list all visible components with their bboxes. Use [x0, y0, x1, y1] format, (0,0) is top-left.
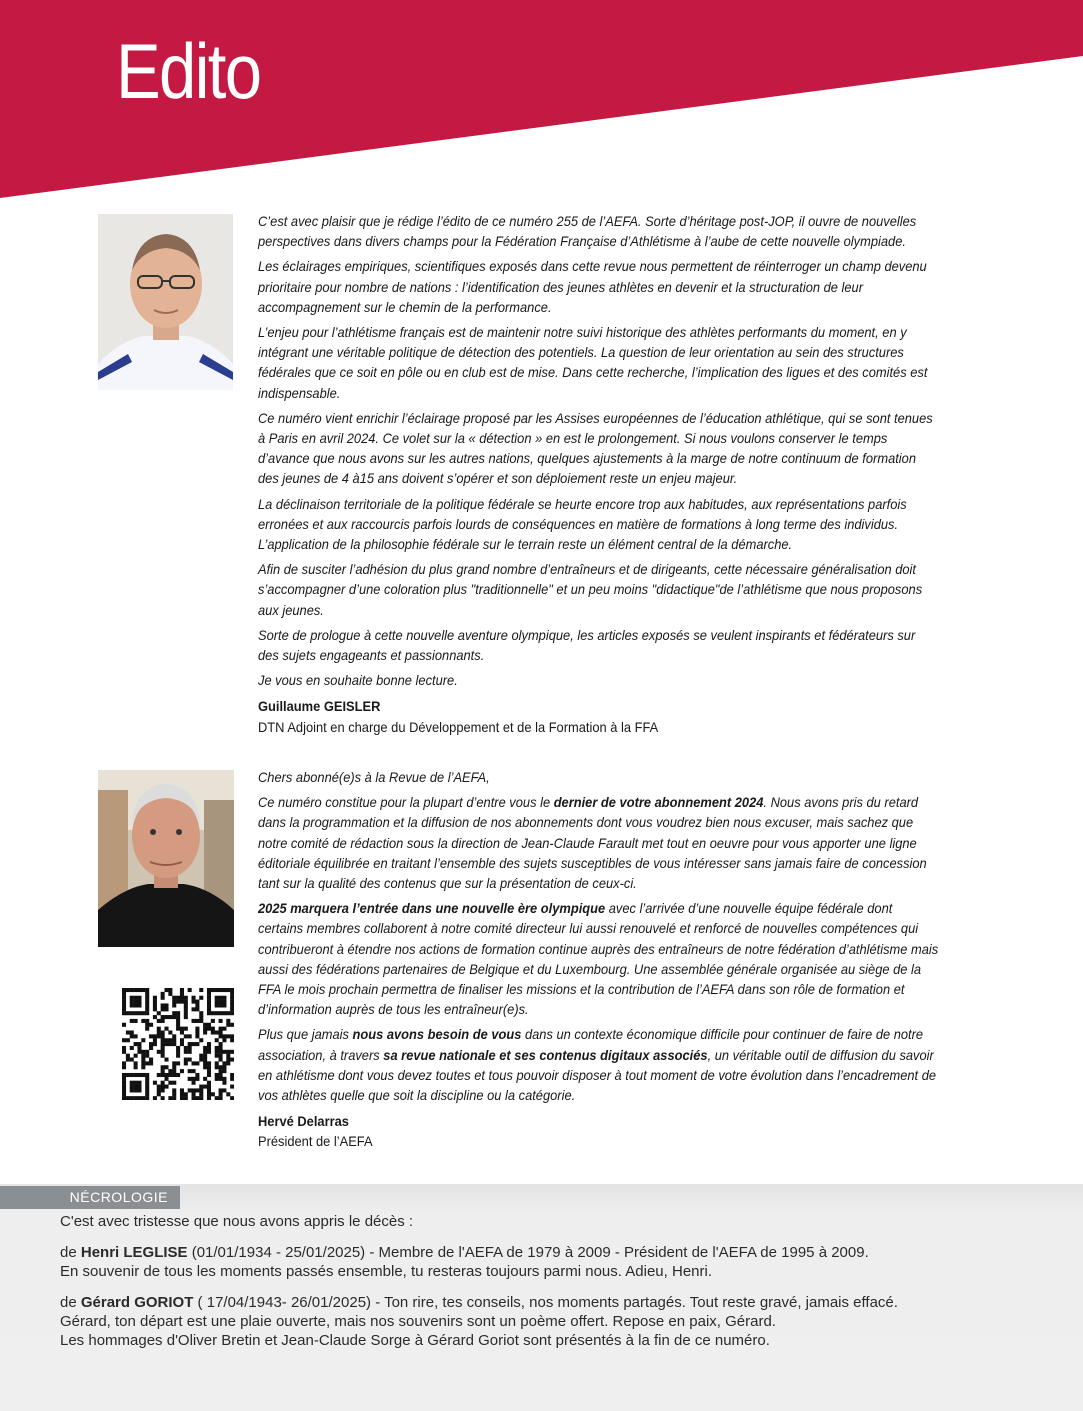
necrology-intro: C'est avec tristesse que nous avons appris le décès : — [60, 1213, 414, 1230]
edito2-paragraph: Plus que jamais nous avons besoin de vous dans un contexte économique difficile pour continuer de faire de notre association, à travers sa revue nationale et ses contenus digitaux associés, un véritable outil de diffusion du savoir en athlétisme dont vous devez toutes et tous pouvoir disposer à tout moment de votre évolution dans l’encadrement de vos athlètes quelle que soit la discipline ou la catégorie. — [258, 1026, 937, 1104]
edito1-paragraph: C’est avec plaisir que je rédige l’édito de ce numéro 255 de l’AEFA. Sorte d’héritage post-JOP, il ouvre de nouvelles perspectives dans divers champs pour la Fédération Française d’Athlétisme à l’aube de cette nouvelle olympiade. — [258, 213, 917, 250]
necrology-entry: de Gérard GORIOT ( 17/04/1943- 26/01/2025) - Ton rire, tes conseils, nos moments partagés. Tout reste gravé, jamais effacé. Gérard, ton départ est une plaie ouverte, mais nos souvenirs sont un poème offert. Repose en paix, Gérard. Les hommages d'Oliver Bretin et Jean-Claude Sorge à Gérard Goriot sont présentés à la fin de ce numéro. — [60, 1294, 898, 1349]
author-photo-herve — [98, 770, 234, 947]
signature-name: Hervé Delarras — [258, 1113, 349, 1130]
edito1-paragraph: L’enjeu pour l’athlétisme français est de maintenir notre suivi historique des athlètes performants du moment, en y intégrant une véritable politique de détection des potentiels. La question de leur orientation au sein des structures fédérales que ce soit en pôle ou en club est de mise. Dans cette recherche, l’implication des ligues et des comités est indispensable. — [258, 324, 928, 401]
edito1-paragraph: Les éclairages empiriques, scientifiques exposés dans cette revue nous permettent de réinterroger un champ devenu prioritaire pour nombre de nations : l’identification des jeunes athlètes en devenir et la structuration de leur accompagnement sur le chemin de la performance. — [258, 258, 927, 315]
edito1-paragraph: Ce numéro vient enrichir l’éclairage proposé par les Assises européennes de l’éducation athlétique, qui se sont tenues à Paris en avril 2024. Ce volet sur la « détection » en est le prolongement. Si nous voulons conserver le temps d’avance que nous avons sur les autres nations, quelques ajustements à la marge de notre continuum de formation des jeunes de 4 à15 ans doivent s’opérer et son déploiement reste un enjeu majeur. — [258, 409, 933, 487]
edito1-paragraph: Sorte de prologue à cette nouvelle aventure olympique, les articles exposés se veulent inspirants et fédérateurs sur des sujets engageants et passionnants. — [258, 626, 916, 664]
page-title: Edito — [116, 27, 261, 115]
signature-role: DTN Adjoint en charge du Développement et de la Formation à la FFA — [258, 718, 659, 735]
edito1-paragraph: Je vous en souhaite bonne lecture. — [258, 672, 458, 689]
necrology-text — [60, 1212, 1040, 1362]
signature-name: Guillaume GEISLER — [258, 698, 381, 715]
necrology-entry: de Henri LEGLISE (01/01/1934 - 25/01/2025) - Membre de l'AEFA de 1979 à 2009 - Président de l'AEFA de 1995 à 2009. En souvenir de tous les moments passés ensemble, tu resteras toujours parmi nous. Adieu, Henri. — [60, 1244, 869, 1280]
edito1-paragraph: La déclinaison territoriale de la politique fédérale se heurte encore trop aux habitudes, aux représentations parfois erronées et aux raccourcis parfois lourds de conséquences en matière de formations à long terme des individus. L’application de la philosophie fédérale sur le terrain reste un élément central de la démarche. — [258, 495, 907, 553]
qr-code[interactable] — [122, 988, 234, 1100]
edito2-greeting: Chers abonné(e)s à la Revue de l’AEFA, — [258, 769, 490, 785]
author-photo-guillaume — [98, 214, 233, 390]
edito2-paragraph: Ce numéro constitue pour la plupart d’entre vous le dernier de votre abonnement 2024. Nous avons pris du retard dans la programmation et la diffusion de nos abonnements dont vous voudrez bien nous excuser, mais sachez que notre comité de rédaction sous la direction de Jean-Claude Farault met tout en oeuvre pour vous apporter une ligne éditoriale équilibrée en traitant l’ensemble des sujets susceptibles de vous intéresser sans jamais faire de concession tant sur la qualité des contenus que sur la présentation de ceux-ci. — [258, 794, 927, 892]
edito1-paragraph: Afin de susciter l’adhésion du plus grand nombre d’entraîneurs et de dirigeants, cette nécessaire généralisation doit s’accompagner d’une coloration plus "traditionnelle" et un peu moins "didactique"de l’athlétisme que nous proposons aux jeunes. — [258, 561, 923, 618]
edito-herve — [258, 767, 939, 1152]
necrology-tag: NÉCROLOGIE — [0, 1186, 180, 1209]
signature-role: Président de l’AEFA — [258, 1133, 373, 1150]
edito-guillaume — [258, 211, 939, 737]
edito2-paragraph: 2025 marquera l’entrée dans une nouvelle ère olympique avec l’arrivée d’une nouvelle équipe fédérale dont certains membres collaborent à notre comité directeur lui aussi renouvelé et renforcé de nouvelles compétences qui contribueront à étendre nos actions de formation continue auprès des entraîneurs de notre fédération d’athlétisme mais aussi des fédérations partenaires de Belgique et du Luxembourg. Une assemblée générale organisée au siège de la FFA le mois prochain permettra de finaliser les missions et la contribution de l’AEFA dans son rôle de formation et d’information auprès de tous les entraîneur(e)s. — [258, 900, 939, 1018]
